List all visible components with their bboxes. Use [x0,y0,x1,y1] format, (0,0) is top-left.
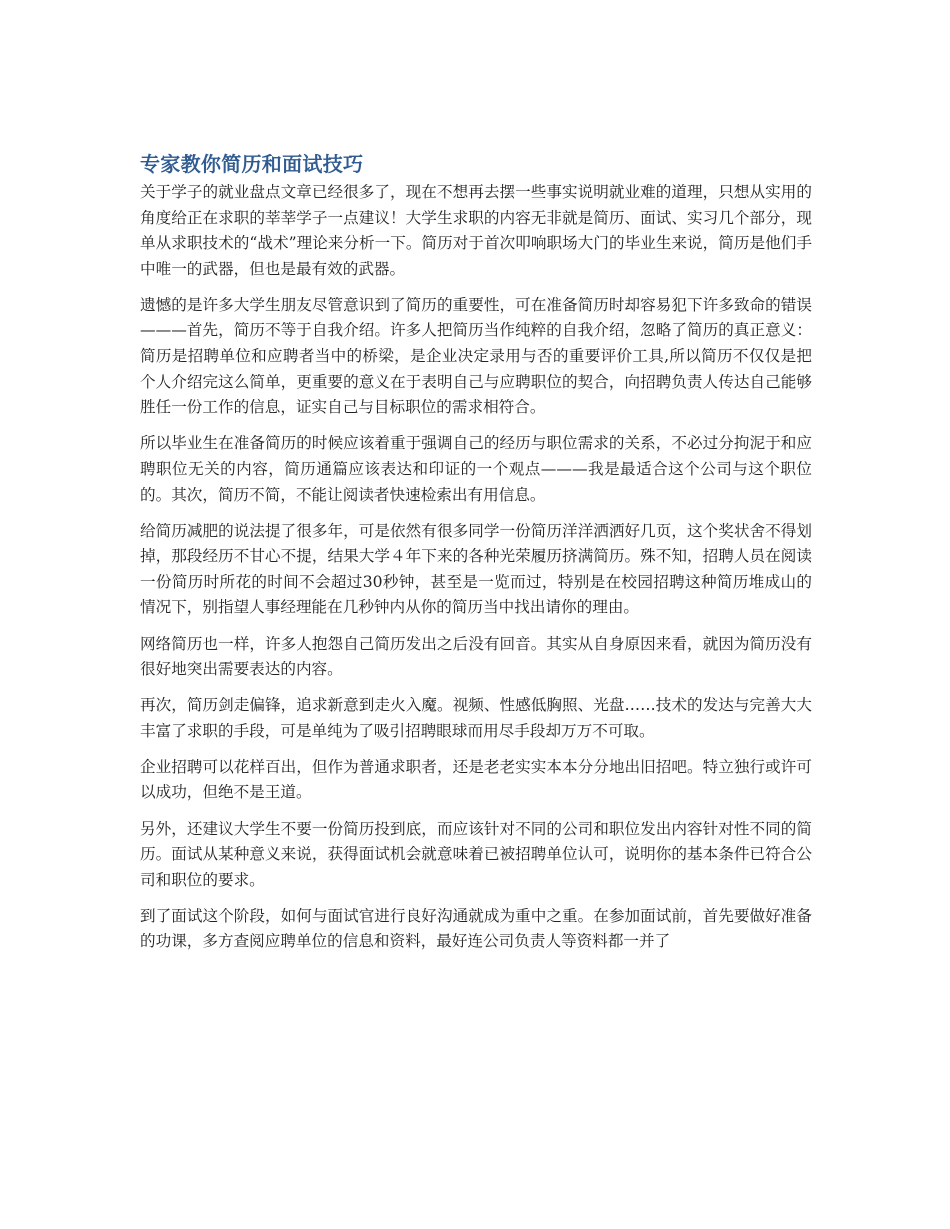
paragraph-4: 给简历减肥的说法提了很多年，可是依然有很多同学一份简历洋洋洒洒好几页，这个奖状舍不得划掉，那段经历不甘心不提，结果大学４年下来的各种光荣履历挤满简历。殊不知，招聘人员在阅读一份简历时所花的时间不会超过30秒钟，甚至是一览而过，特别是在校园招聘这种简历堆成山的情况下，别指望人事经理能在几秒钟内从你的简历当中找出请你的理由。 [140,521,812,617]
paragraph-1: 关于学子的就业盘点文章已经很多了，现在不想再去摆一些事实说明就业难的道理，只想从实用的角度给正在求职的莘莘学子一点建议！大学生求职的内容无非就是简历、面试、实习几个部分，现单从求职技术的“战术”理论来分析一下。简历对于首次叩响职场大门的毕业生来说，简历是他们手中唯一的武器，但也是最有效的武器。 [140,183,812,278]
paragraph-3: 所以毕业生在准备简历的时候应该着重于强调自己的经历与职位需求的关系，不必过分拘泥于和应聘职位无关的内容，简历通篇应该表达和印证的一个观点———我是最适合这个公司与这个职位的。其次，简历不简，不能让阅读者快速检索出有用信息。 [140,434,812,504]
paragraph-7: 企业招聘可以花样百出，但作为普通求职者，还是老老实实本本分分地出旧招吧。特立独行或许可以成功，但绝不是王道。 [140,757,812,802]
document-body [140,148,812,966]
document-title: 专家教你简历和面试技巧 [140,152,364,176]
paragraph-5: 网络简历也一样，许多人抱怨自己简历发出之后没有回音。其实从自身原因来看，就因为简历没有很好地突出需要表达的内容。 [140,634,812,679]
paragraph-9: 到了面试这个阶段，如何与面试官进行良好沟通就成为重中之重。在参加面试前，首先要做好准备的功课，多方查阅应聘单位的信息和资料，最好连公司负责人等资料都一并了 [140,906,812,951]
paragraph-8: 另外，还建议大学生不要一份简历投到底，而应该针对不同的公司和职位发出内容针对性不同的简历。面试从某种意义来说，获得面试机会就意味着已被招聘单位认可，说明你的基本条件已符合公司和职位的要求。 [140,819,812,889]
paragraph-6: 再次，简历剑走偏锋，追求新意到走火入魔。视频、性感低胸照、光盘……技术的发达与完善大大丰富了求职的手段，可是单纯为了吸引招聘眼球而用尽手段却万万不可取。 [140,696,812,740]
paragraph-2: 遗憾的是许多大学生朋友尽管意识到了简历的重要性，可在准备简历时却容易犯下许多致命的错误———首先，简历不等于自我介绍。许多人把简历当作纯粹的自我介绍，忽略了简历的真正意义：简历是招聘单位和应聘者当中的桥梁，是企业决定录用与否的重要评价工具,所以简历不仅仅是把个人介绍完这么简单，更重要的意义在于表明自己与应聘职位的契合，向招聘负责人传达自己能够胜任一份工作的信息，证实自己与目标职位的需求相符合。 [140,295,812,417]
